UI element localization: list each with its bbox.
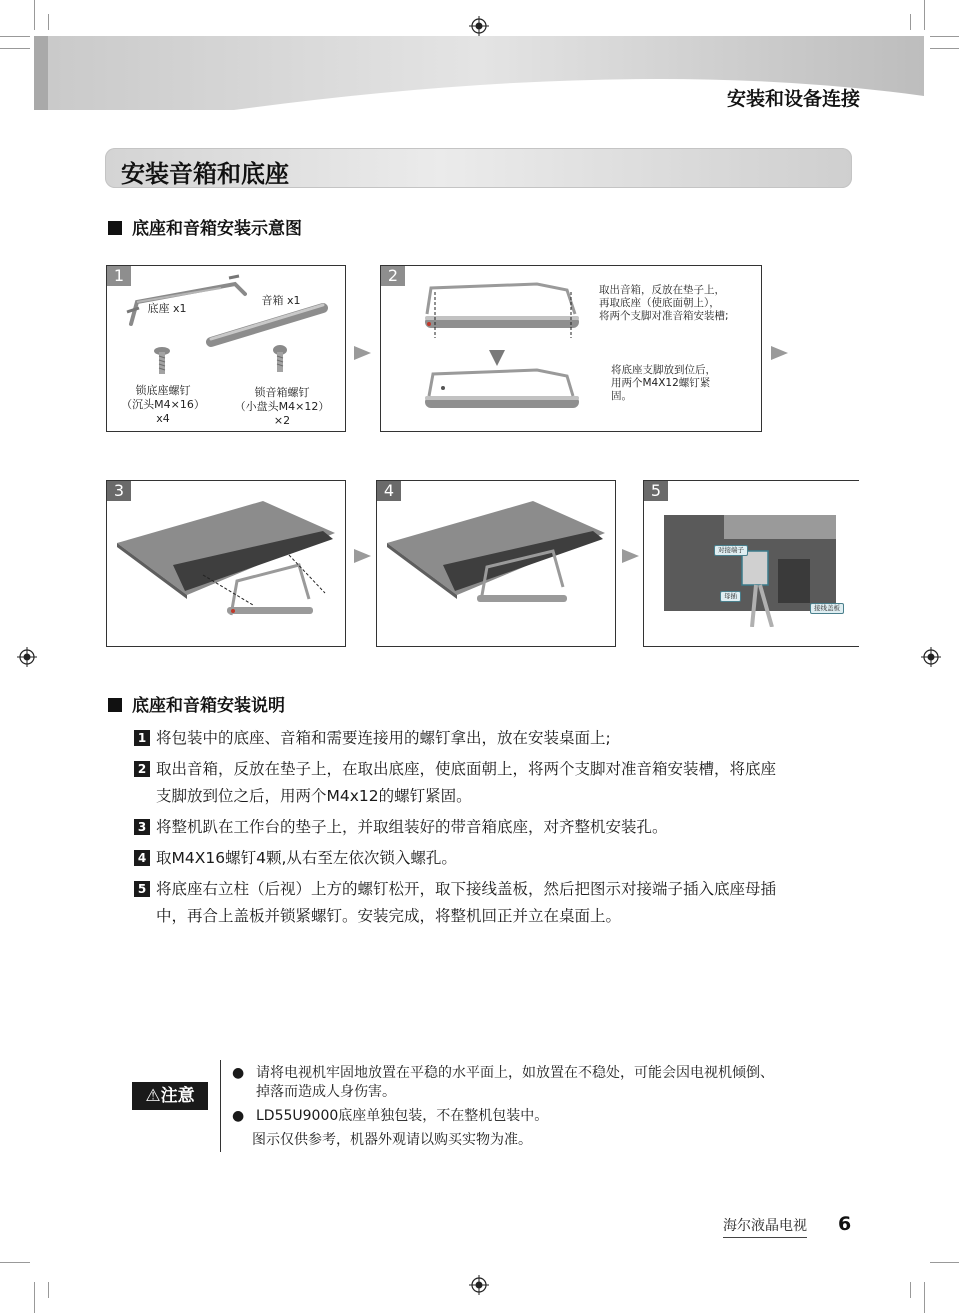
instructions-heading <box>108 691 285 716</box>
assembly-step-a-illustration <box>417 280 587 342</box>
crop-mark <box>910 14 911 30</box>
step-text: 将整机趴在工作台的垫子上，并取组装好的带音箱底座，对齐整机安装孔。 <box>156 818 668 836</box>
crop-mark <box>930 1262 959 1263</box>
bullet-icon: ● <box>232 1108 245 1124</box>
step-text: 将底座右立柱（后视）上方的螺钉松开，取下接线盖板，然后把图示对接端子插入底座母插 <box>156 880 777 898</box>
diagram-panel-4 <box>376 480 616 647</box>
caution-badge <box>132 1082 208 1110</box>
page-number: 6 <box>838 1213 852 1235</box>
base-screw-label <box>111 384 215 426</box>
base-screw-icon <box>151 346 173 378</box>
cover-tag: 接线盖板 <box>810 603 844 614</box>
registration-mark-icon <box>17 647 37 667</box>
bullet-icon: ● <box>232 1065 245 1081</box>
crop-mark <box>930 48 959 49</box>
step-a-note <box>599 284 759 323</box>
registration-mark-icon <box>469 16 489 36</box>
panel-number: 2 <box>381 266 405 286</box>
tv-back-base-align-illustration <box>113 495 339 635</box>
speaker-screw-name: 锁音箱螺钉 <box>254 386 310 399</box>
step-a-note-line: 取出音箱，反放在垫子上， <box>599 284 725 296</box>
speaker-screw-qty: ×2 <box>273 414 291 427</box>
step-text: 将包装中的底座、音箱和需要连接用的螺钉拿出，放在安装桌面上; <box>156 729 611 747</box>
instruction-step <box>134 814 854 841</box>
crop-mark <box>48 1282 49 1298</box>
panel-number: 5 <box>644 481 668 501</box>
step-a-note-line: 将两个支脚对准音箱安装槽; <box>599 310 729 322</box>
instruction-step <box>134 876 854 930</box>
caution-note <box>232 1107 852 1126</box>
panel-number: 4 <box>377 481 401 501</box>
step-number: 1 <box>134 730 150 746</box>
caution-label: 注意 <box>160 1086 195 1106</box>
section-title: 安装音箱和底座 <box>121 160 289 188</box>
crop-mark <box>924 0 925 30</box>
panel-number: 3 <box>107 481 131 501</box>
crop-mark <box>34 1282 35 1313</box>
step-arrow-icon <box>354 549 371 563</box>
base-screw-spec: （沉头M4×16） <box>121 398 205 411</box>
speaker-screw-icon <box>269 344 291 376</box>
crop-mark <box>0 1262 30 1263</box>
footer-brand: 海尔液晶电视 <box>723 1215 807 1238</box>
step-text-continued: 支脚放到位之后，用两个M4x12的螺钉紧固。 <box>156 787 472 805</box>
step-b-note-line: 用两个M4X12螺钉紧 <box>611 377 711 389</box>
step-arrow-icon <box>354 346 371 360</box>
step-b-note-line: 将底座支脚放到位后， <box>611 364 716 376</box>
step-down-arrow-icon <box>489 350 505 366</box>
step-arrow-icon <box>622 549 639 563</box>
socket-tag: 母插 <box>720 591 741 602</box>
registration-mark-icon <box>469 1275 489 1295</box>
instruction-step <box>134 756 854 810</box>
caution-note-text: 请将电视机牢固地放置在平稳的水平面上，如放置在不稳处，可能会因电视机倾倒、 <box>256 1065 774 1081</box>
crop-mark <box>48 14 49 30</box>
caution-divider <box>220 1060 221 1152</box>
caution-note-text: 掉落而造成人身伤害。 <box>256 1084 396 1100</box>
crop-mark <box>0 48 30 49</box>
connector-tag: 对接端子 <box>714 545 748 556</box>
assembly-step-b-illustration <box>417 368 587 418</box>
base-label: 底座 x1 <box>147 302 187 315</box>
base-screw-qty: x4 <box>156 412 170 425</box>
speaker-label: 音箱 x1 <box>261 294 301 307</box>
step-b-note <box>611 364 741 403</box>
speaker-screw-label <box>227 386 337 428</box>
caution-note <box>232 1064 852 1083</box>
step-a-note-line: 再取底座（使底面朝上）， <box>599 297 720 309</box>
square-bullet-icon <box>108 221 122 235</box>
step-text: 取M4X16螺钉4颗,从右至左依次锁入螺孔。 <box>156 849 457 867</box>
panel-number: 1 <box>107 266 131 286</box>
chapter-title: 安装和设备连接 <box>726 88 860 110</box>
step-text-continued: 中，再合上盖板并锁紧螺钉。安装完成，将整机回正并立在桌面上。 <box>156 907 622 925</box>
crop-mark <box>0 36 30 37</box>
diagram-panel-5 <box>643 480 859 647</box>
tv-back-base-mounted-illustration <box>383 495 609 635</box>
diagram-panel-1 <box>106 265 346 432</box>
instruction-step <box>134 845 854 872</box>
caution-note-continued <box>232 1083 852 1102</box>
diagram-panel-2 <box>380 265 762 432</box>
registration-mark-icon <box>921 647 941 667</box>
crop-mark <box>910 1282 911 1298</box>
crop-mark <box>930 36 959 37</box>
base-screw-name: 锁底座螺钉 <box>135 384 191 397</box>
instruction-step <box>134 725 854 752</box>
step-number: 4 <box>134 850 150 866</box>
crop-mark <box>34 0 35 30</box>
step-arrow-icon <box>771 346 788 360</box>
step-b-note-line: 固。 <box>611 390 632 402</box>
crop-mark <box>924 1282 925 1313</box>
caution-note-plain <box>252 1131 872 1150</box>
caution-note-text: 图示仅供参考，机器外观请以购买实物为准。 <box>252 1132 532 1148</box>
diagram-heading-text: 底座和音箱安装示意图 <box>132 219 302 239</box>
instructions-heading-text: 底座和音箱安装说明 <box>132 696 285 716</box>
caution-note-text: LD55U9000底座单独包装，不在整机包装中。 <box>256 1108 549 1124</box>
speaker-screw-spec: （小盘头M4×12） <box>234 400 330 413</box>
step-number: 2 <box>134 761 150 777</box>
step-number: 3 <box>134 819 150 835</box>
diagram-panel-3 <box>106 480 346 647</box>
warning-triangle-icon: ⚠ <box>145 1086 161 1106</box>
diagram-heading <box>108 214 302 239</box>
step-number: 5 <box>134 881 150 897</box>
square-bullet-icon <box>108 698 122 712</box>
step-text: 取出音箱，反放在垫子上，在取出底座，使底面朝上，将两个支脚对准音箱安装槽，将底座 <box>156 760 777 778</box>
